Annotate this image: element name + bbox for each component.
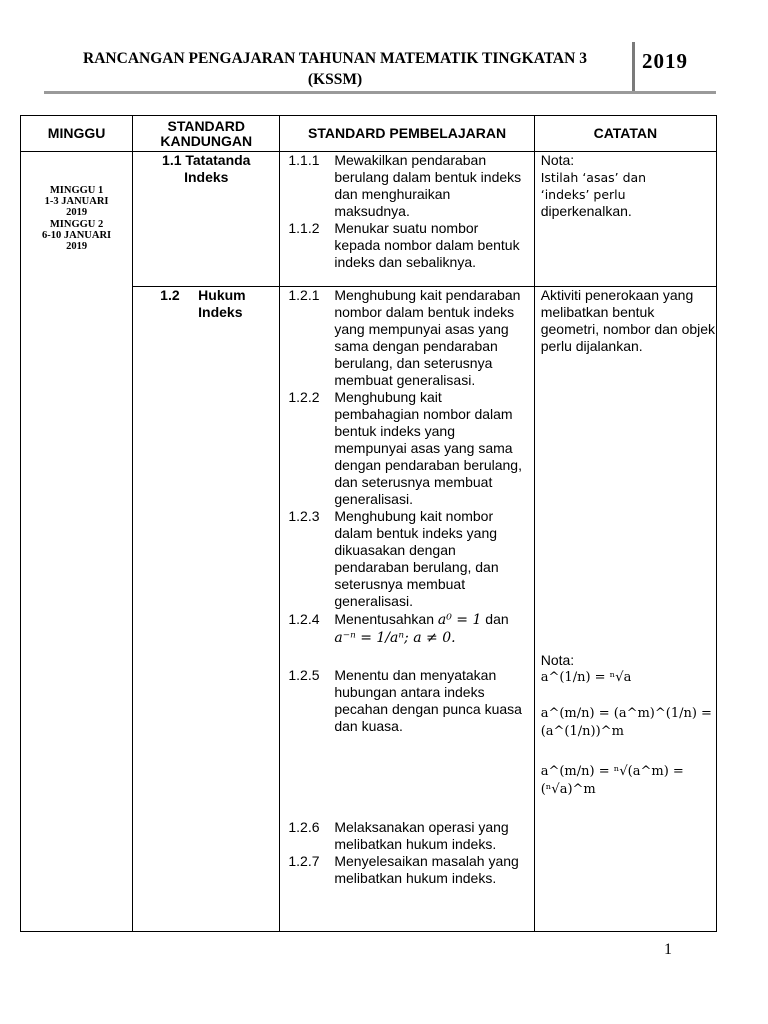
formula: a^(1/n) = ⁿ√a [540,670,632,685]
formula: a^(m/n) = ⁿ√(a^m) = (ⁿ√a)^m [540,764,684,797]
title-line-2: (KSSM) [307,71,363,88]
item-text: Menghubung kait pembahagian nombor dalam bentuk indeks yang mempunyai asas yang sama dengan pendaraban berulang, dan seterusnya membuat generalisasi. [334,389,522,507]
sk-title-line: Indeks [184,169,229,185]
list-item [280,220,533,271]
note-label: Nota: [540,652,575,668]
item-text: Menentu dan menyatakan hubungan antara indeks pecahan dengan punca kuasa dan kuasa. [334,667,522,734]
list-item [280,853,533,887]
item-number: 1.2.3 [288,508,320,524]
item-number: 1.2.1 [288,287,320,303]
item-number: 1.1.2 [288,220,320,236]
year-label: 2019 [642,49,688,73]
minggu-line: 2019 [66,241,88,253]
sk-title-line: 1.1 Tatatanda [162,152,251,168]
sk-word: Hukum [198,287,246,303]
note-label: Nota: [540,152,575,168]
item-number: 1.2.4 [288,611,320,627]
page-number: 1 [664,941,672,958]
item-text: Mewakilkan pendaraban berulang dalam bentuk indeks dan menghuraikan maksudnya. [334,152,522,219]
item-number: 1.2.5 [288,667,320,683]
document-title [40,48,630,90]
header-standard-kandungan: STANDARD KANDUNGAN [133,116,280,152]
header-divider [632,42,635,92]
minggu-cell [21,152,133,932]
header-standard-pembelajaran: STANDARD PEMBELAJARAN [280,116,534,152]
math-expression: a⁻ⁿ = 1/aⁿ; a ≠ 0. [334,630,456,646]
standard-pembelajaran-cell [280,152,534,287]
catatan-cell [534,287,716,932]
sk-number: 1.2 [160,287,180,303]
note-text: Istilah ‘asas’ dan [540,170,647,185]
item-number: 1.2.6 [288,819,320,835]
minggu-line: 2019 [66,207,88,219]
list-item [280,819,533,853]
formula: a^(m/n) = (a^m)^(1/n) = (a^(1/n))^m [540,706,712,739]
header-catatan: CATATAN [534,116,716,152]
item-number: 1.2.7 [288,853,320,869]
item-text: Melaksanakan operasi yang melibatkan hukum indeks. [334,819,509,852]
minggu-line: 1-3 JANUARI [44,196,109,208]
item-text: Menukar suatu nombor kepada nombor dalam bentuk indeks dan sebaliknya. [334,220,520,270]
catatan-cell [534,152,716,287]
list-item [280,508,533,610]
minggu-line: MINGGU 2 [49,218,104,230]
math-expression: a⁰ = 1 [437,612,482,628]
list-item [280,611,533,647]
minggu-line: MINGGU 1 [49,185,104,196]
item-text: Menentusahkan a⁰ = 1 dan a⁻ⁿ = 1/aⁿ; a ≠ 0. [334,611,509,646]
header-rule [44,91,716,94]
item-number: 1.2.2 [288,389,320,405]
title-line-1: RANCANGAN PENGAJARAN TAHUNAN MATEMATIK TINGKATAN 3 [83,50,587,67]
item-number: 1.1.1 [288,152,320,168]
sk-word: Indeks [198,304,243,320]
item-text: Menyelesaikan masalah yang melibatkan hukum indeks. [334,853,519,886]
minggu-line: 6-10 JANUARI [42,229,112,241]
table-row [21,152,717,287]
list-item [280,152,533,220]
note-text: Aktiviti penerokaan yang melibatkan bentuk geometri, nombor dan objek perlu dijalankan. [540,287,716,354]
item-text: Menghubung kait pendaraban nombor dalam bentuk indeks yang mempunyai asas yang sama dengan pendaraban berulang, dan seterusnya membuat generalisasi. [334,287,521,388]
note-text: diperkenalkan. [540,203,632,219]
item-text: Menghubung kait nombor dalam bentuk indeks yang dikuasakan dengan pendaraban berulang, dan seterusnya membuat generalisasi. [334,508,499,609]
header-minggu: MINGGU [21,116,133,152]
note-text: ‘indeks’ perlu [540,187,626,202]
standard-kandungan-cell [133,287,280,932]
standard-kandungan-cell [133,152,280,287]
list-item [280,389,533,508]
table-header-row [21,116,717,152]
list-item [280,667,533,735]
list-item [280,287,533,389]
teaching-plan-table [20,115,717,932]
standard-pembelajaran-cell [280,287,534,932]
